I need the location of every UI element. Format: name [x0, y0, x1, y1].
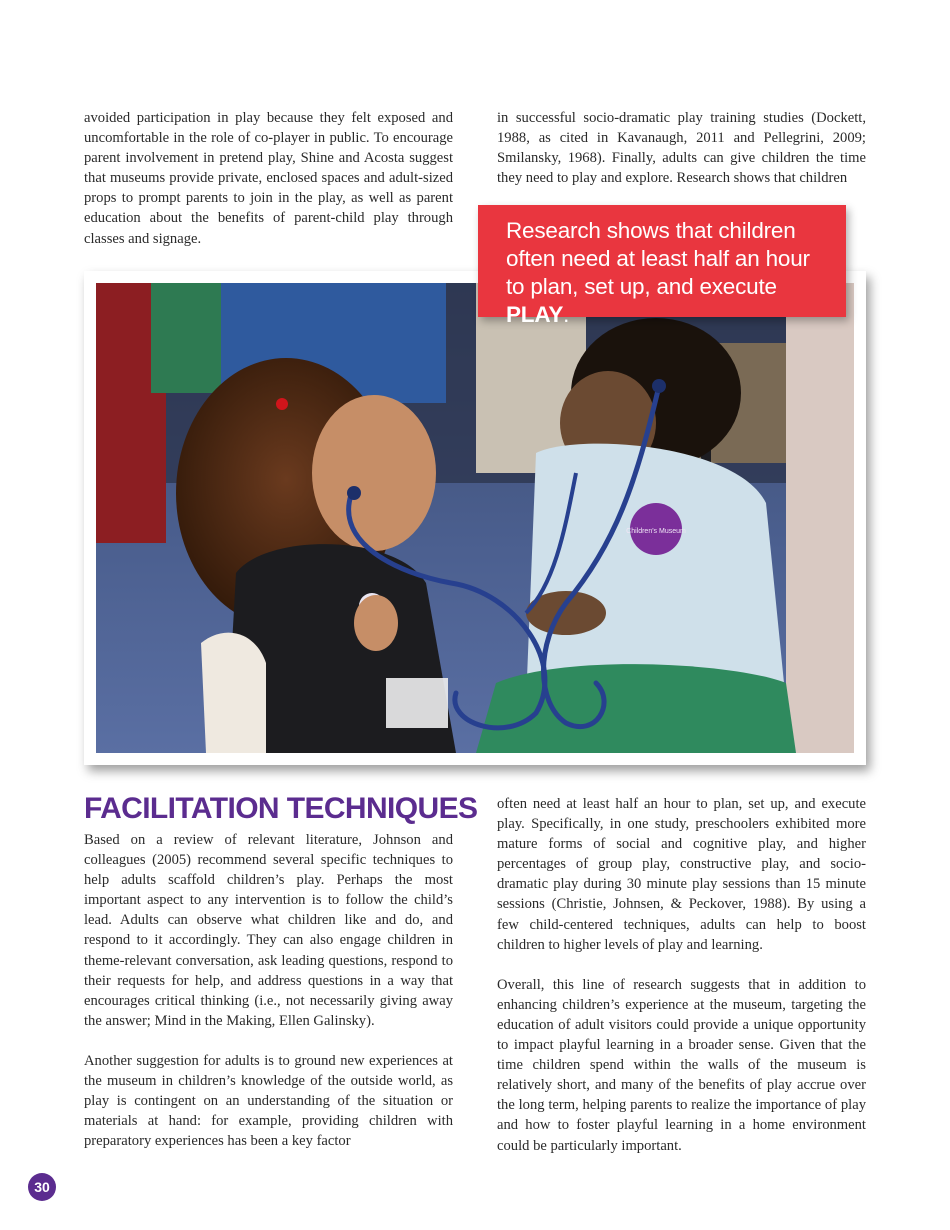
page-number-badge: 30 [28, 1173, 56, 1201]
pull-quote-body: Research shows that children often need at least half an hour to plan, set up, and execute [506, 218, 810, 299]
bottom-left-column [84, 830, 453, 1151]
girl-left-face [312, 395, 436, 551]
top-right-column [497, 108, 866, 188]
girl-right-shirt [526, 444, 786, 703]
earpiece-left [347, 486, 361, 500]
body-paragraph: Based on a review of relevant literature, Johnson and colleagues (2005) recommend several specific techniques to help adults scaffold children’s play. Perhaps the most important aspect to any intervention is to follow the child’s lead. Adults can observe what children like and do, and respond to it accordingly. They can also engage children in theme-relevant conversation, ask leading questions, respond to their requests for help, and address questions in a way that encourages critical thinking (i.e., not necessarily giving away the answer; Mind in the Making, Ellen Galinsky). [84, 832, 453, 1029]
girl-left-sleeve [201, 633, 266, 753]
pull-quote-text [506, 217, 832, 329]
pull-quote-emphasis: PLAY [506, 302, 564, 327]
body-paragraph: Another suggestion for adults is to ground new experiences at the museum in children’s knowledge of the outside world, as play is contingent on an understanding of the situation or materials at hand: for example, providing children with preparatory experiences has been a key factor [84, 1052, 453, 1150]
children-stethoscope-photo [96, 283, 854, 753]
girl-right-skirt [476, 664, 796, 753]
name-tag [386, 678, 448, 728]
hair-tie [276, 398, 288, 410]
pull-quote-callout [478, 205, 846, 327]
green-shirt [151, 283, 221, 393]
body-paragraph: Overall, this line of research suggests that in addition to enhancing children’s experience at the museum, targeting the education of adult visitors could provide a unique opportunity to impact playful learning in a broader sense. Given that the time children spend within the walls of the museum is relatively short, and many of the benefits of play accrue over the long term, helping parents to realize the importance of play and how to foster playful learning in a home environment could be particularly important. [497, 976, 866, 1154]
photo-illustration [96, 283, 854, 753]
body-paragraph: often need at least half an hour to plan, set up, and execute play. Specifically, in one study, preschoolers exhibited more mature forms of social and cognitive play, and higher percentages of group play, constructive play, and socio-dramatic play during 30 minute play sessions than 15 minute sessions (Christie, Johnsen, & Peckover, 1988). By using a few child-centered techniques, adults can help to boost children to higher levels of play and learning. [497, 796, 866, 953]
museum-sticker-text: Children's Museum [626, 528, 686, 535]
girl-left-hand [354, 595, 398, 651]
pull-quote-period: . [563, 302, 570, 327]
body-paragraph: avoided participation in play because they felt exposed and uncomfortable in the role of co-player in public. To encourage parent involvement in pretend play, Shine and Acosta suggest that museums provide private, enclosed spaces and adult-sized props to prompt parents to join in the play, as well as parent education about the benefits of parent-child play through classes and signage. [84, 110, 453, 247]
earpiece-right [652, 379, 666, 393]
right-edge-figure [786, 283, 854, 753]
top-left-column [84, 108, 453, 249]
photo-frame [84, 271, 866, 765]
body-paragraph: in successful socio-dramatic play training studies (Dockett, 1988, as cited in Kavanaugh, 2011 and Pellegrini, 2009; Smilansky, 1968). Finally, adults can give children the time they need to play and explore. Research shows that children [497, 110, 866, 187]
bottom-right-column [497, 794, 866, 1156]
section-heading: FACILITATION TECHNIQUES [84, 792, 478, 825]
